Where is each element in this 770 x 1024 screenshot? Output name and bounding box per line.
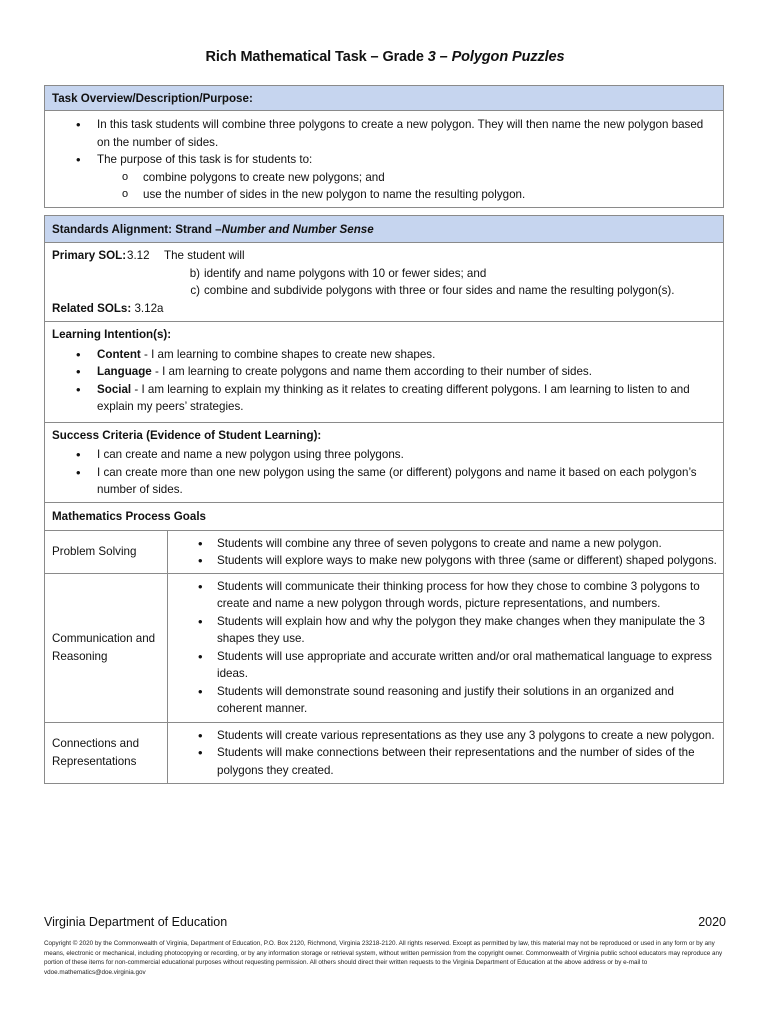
process-label: Problem Solving xyxy=(45,531,168,573)
footer-year: 2020 xyxy=(698,915,726,929)
process-bullet: • Students will explain how and why the polygon they make changes when they manipulate the 3 shapes they use. xyxy=(168,613,717,648)
process-items xyxy=(168,574,723,722)
process-row-problem-solving xyxy=(45,530,723,573)
process-row-connections xyxy=(45,722,723,784)
process-bullet: • Students will demonstrate sound reasoning and justify their solutions in an organized and coherent manner. xyxy=(168,683,717,718)
sol-cell xyxy=(45,243,723,321)
related-sols-value: 3.12a xyxy=(134,301,164,315)
sol-item-c-marker: c) xyxy=(190,284,200,297)
process-label: Communication and Reasoning xyxy=(45,574,168,722)
overview-sub-bullet: o use the number of sides in the new polygon to name the resulting polygon. xyxy=(52,186,716,204)
process-label: Connections and Representations xyxy=(45,723,168,784)
process-bullet: • Students will explore ways to make new polygons with three (same or different) shaped polygons. xyxy=(168,552,717,570)
learning-item-content xyxy=(52,346,716,364)
sol-item-c-text: combine and subdivide polygons with three or four sides and name the resulting polygon(s). xyxy=(204,284,675,297)
standards-header-prefix: Standards Alignment: Strand – xyxy=(52,222,222,236)
overview-section xyxy=(44,85,724,208)
primary-sol-code: 3.12 xyxy=(127,249,150,262)
title-task-name: Polygon Puzzles xyxy=(451,49,565,65)
learning-item-social xyxy=(52,381,716,416)
learning-cell xyxy=(45,321,723,422)
success-bullet: • I can create and name a new polygon using three polygons. xyxy=(52,446,716,464)
related-sols-label: Related SOLs: xyxy=(52,301,132,315)
overview-sub-bullet: o combine polygons to create new polygons; and xyxy=(52,169,716,187)
overview-bullet: • The purpose of this task is for students to: xyxy=(52,151,716,169)
related-sols xyxy=(52,300,716,318)
process-row-communication xyxy=(45,573,723,722)
process-bullet: • Students will make connections between their representations and the number of sides of the polygons they created. xyxy=(168,744,717,779)
sol-item-b xyxy=(52,265,716,283)
title-separator: – xyxy=(435,49,452,65)
standards-header xyxy=(45,216,723,243)
success-header: Success Criteria (Evidence of Student Learning): xyxy=(52,428,322,442)
standards-section xyxy=(44,215,724,784)
learning-header: Learning Intention(s): xyxy=(52,328,172,341)
overview-header: Task Overview/Description/Purpose: xyxy=(45,86,723,111)
page-title xyxy=(0,49,770,65)
title-prefix: Rich Mathematical Task – Grade xyxy=(205,49,428,65)
learning-content-label: Content xyxy=(97,347,141,361)
success-cell xyxy=(45,422,723,502)
process-items xyxy=(168,531,723,573)
process-bullet: • Students will combine any three of seven polygons to create and name a new polygon. xyxy=(168,535,717,553)
learning-language-text: - I am learning to create polygons and name them according to their number of sides. xyxy=(151,365,592,378)
sol-item-b-marker: b) xyxy=(189,266,200,280)
learning-social-label: Social xyxy=(97,382,132,396)
copyright-notice: Copyright © 2020 by the Commonwealth of Virginia, Department of Education, P.O. Box 2120, Richmond, Virginia 23218-2120. All rights reserved. Except as permitted by law, this material may not be reproduced or used in any form or by any means, electronic or mechanical, including photocopying or recording, or by any information storage or retrieval system, without written permission from the copyright owner. Commonwealth of Virginia public school educators may reproduce any portion of these items for non-commercial educational purposes without requesting permission. All others should direct their written requests to the Virginia Department of Education at the above address or by e-mail to vdoe.mathematics@doe.virginia.gov xyxy=(44,940,723,976)
process-bullet: • Students will communicate their thinking process for how they chose to combine 3 polygons to create and name a new polygon through words, picture representations, and numbers. xyxy=(168,578,717,613)
success-bullet: • I can create more than one new polygon using the same (or different) polygons and name it based on each polygon’s number of sides. xyxy=(52,464,716,499)
sol-item-b-text: identify and name polygons with 10 or fewer sides; and xyxy=(204,266,487,280)
overview-bullet: • In this task students will combine three polygons to create a new polygon. They will then name the new polygon based on the number of sides. xyxy=(52,116,716,151)
learning-social-text: - I am learning to explain my thinking as it relates to creating different polygons. I am learning to listen to and explain my peers’ strategies. xyxy=(97,382,690,413)
primary-sol-text: The student will xyxy=(164,249,245,262)
learning-item-language xyxy=(52,363,716,381)
learning-language-label: Language xyxy=(97,365,152,378)
overview-body xyxy=(45,111,723,207)
process-goals-header: Mathematics Process Goals xyxy=(45,502,723,530)
learning-content-text: - I am learning to combine shapes to create new shapes. xyxy=(140,347,436,361)
footer-organization: Virginia Department of Education xyxy=(44,915,228,929)
process-bullet: • Students will use appropriate and accurate written and/or oral mathematical language to express ideas. xyxy=(168,648,717,683)
standards-strand: Number and Number Sense xyxy=(221,222,374,236)
process-bullet: • Students will create various representations as they use any 3 polygons to create a new polygon. xyxy=(168,727,717,745)
sol-item-c xyxy=(52,282,716,300)
process-items xyxy=(168,723,723,784)
primary-sol-label-text: Primary SOL: xyxy=(52,249,127,262)
title-grade: 3 xyxy=(427,49,436,65)
